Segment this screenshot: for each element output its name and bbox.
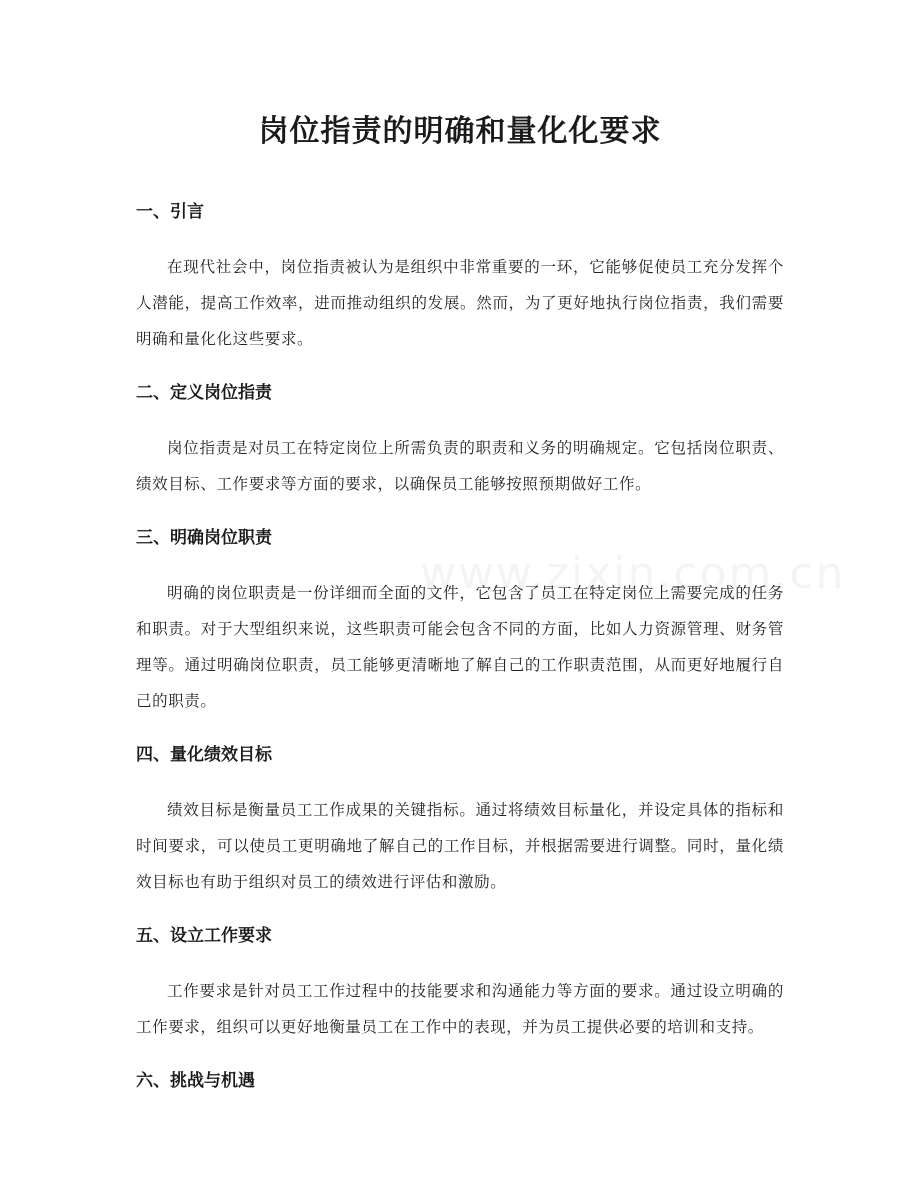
section-work-requirements	[136, 923, 784, 1045]
section-heading: 五、设立工作要求	[136, 926, 272, 946]
section-paragraph: 岗位指责是对员工在特定岗位上所需负责的职责和义务的明确规定。它包括岗位职责、绩效目标、工作要求等方面的要求，以确保员工能够按照预期做好工作。	[136, 439, 784, 493]
section-paragraph: 明确的岗位职责是一份详细而全面的文件，它包含了员工在特定岗位上需要完成的任务和职责。对于大型组织来说，这些职责可能会包含不同的方面，比如人力资源管理、财务管理等。通过明确岗位职责，员工能够更清晰地了解自己的工作职责范围，从而更好地履行自己的职责。	[136, 584, 784, 710]
section-introduction	[136, 199, 784, 357]
section-paragraph: 在现代社会中，岗位指责被认为是组织中非常重要的一环，它能够促使员工充分发挥个人潜能，提高工作效率，进而推动组织的发展。然而，为了更好地执行岗位指责，我们需要明确和量化化这些要求。	[136, 258, 784, 348]
document-title: 岗位指责的明确和量化化要求	[258, 114, 662, 149]
section-paragraph: 工作要求是针对员工工作过程中的技能要求和沟通能力等方面的要求。通过设立明确的工作要求，组织可以更好地衡量员工在工作中的表现，并为员工提供必要的培训和支持。	[136, 982, 784, 1036]
section-heading: 六、挑战与机遇	[136, 1071, 255, 1091]
section-challenges	[136, 1068, 784, 1094]
section-heading: 三、明确岗位职责	[136, 528, 272, 548]
section-paragraph: 绩效目标是衡量员工工作成果的关键指标。通过将绩效目标量化，并设定具体的指标和时间要求，可以使员工更明确地了解自己的工作目标，并根据需要进行调整。同时，量化绩效目标也有助于组织对员工的绩效进行评估和激励。	[136, 801, 784, 891]
section-quantify-goals	[136, 742, 784, 900]
section-heading: 四、量化绩效目标	[136, 745, 272, 765]
section-heading: 一、引言	[136, 202, 204, 222]
section-clarify-duties	[136, 525, 784, 719]
section-heading: 二、定义岗位指责	[136, 383, 272, 403]
section-definition	[136, 380, 784, 502]
